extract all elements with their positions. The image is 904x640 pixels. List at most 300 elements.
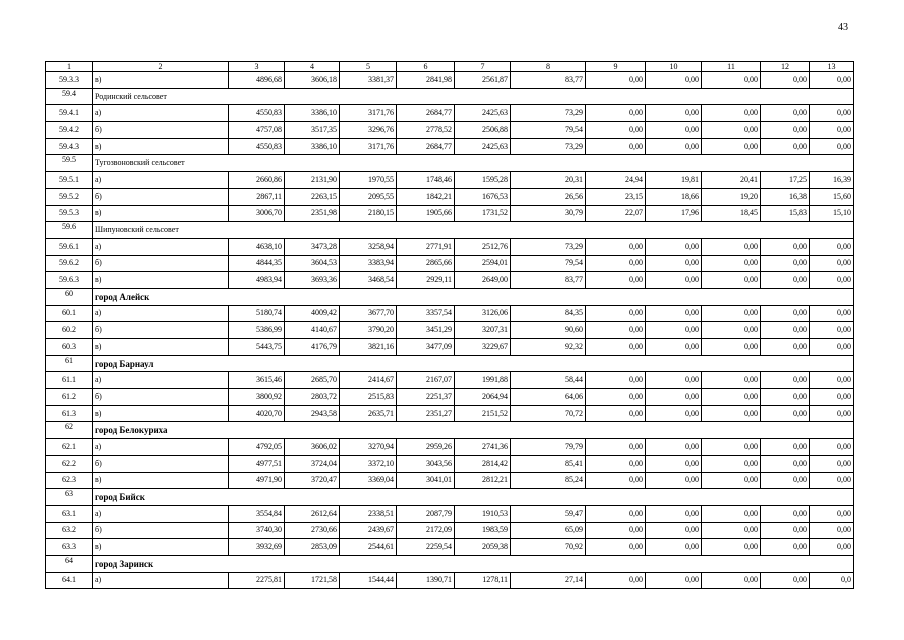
value-cell: 0,00 — [702, 138, 761, 155]
value-cell: 2439,67 — [340, 522, 397, 539]
row-code: 60 — [46, 288, 93, 305]
value-cell: 3171,76 — [340, 138, 397, 155]
value-cell: 0,00 — [761, 305, 810, 322]
row-label: а) — [93, 372, 229, 389]
value-cell: 4844,35 — [229, 255, 285, 272]
value-cell: 0,00 — [810, 522, 854, 539]
section-row — [46, 422, 854, 439]
value-cell: 2865,66 — [397, 255, 455, 272]
value-cell: 0,00 — [646, 105, 702, 122]
value-cell: 3126,06 — [455, 305, 511, 322]
value-cell: 1390,71 — [397, 572, 455, 589]
table-row — [46, 572, 854, 589]
value-cell: 22,07 — [586, 205, 646, 222]
value-cell: 0,0 — [810, 572, 854, 589]
row-code: 59.5 — [46, 155, 93, 172]
value-cell: 64,06 — [511, 389, 586, 406]
value-cell: 3381,37 — [340, 72, 397, 89]
value-cell: 2351,27 — [397, 405, 455, 422]
value-cell: 58,44 — [511, 372, 586, 389]
value-cell: 0,00 — [646, 138, 702, 155]
value-cell: 0,00 — [646, 322, 702, 339]
value-cell: 0,00 — [586, 405, 646, 422]
value-cell: 2771,91 — [397, 238, 455, 255]
value-cell: 3171,76 — [340, 105, 397, 122]
value-cell: 3693,36 — [285, 272, 340, 289]
value-cell: 0,00 — [646, 72, 702, 89]
row-code: 60.3 — [46, 339, 93, 356]
value-cell: 1278,11 — [455, 572, 511, 589]
column-number: 1 — [46, 62, 93, 72]
value-cell: 2741,36 — [455, 439, 511, 456]
value-cell: 4020,70 — [229, 405, 285, 422]
section-row — [46, 489, 854, 506]
row-code: 59.6 — [46, 222, 93, 239]
value-cell: 2351,98 — [285, 205, 340, 222]
value-cell: 2131,90 — [285, 172, 340, 189]
column-number: 9 — [586, 62, 646, 72]
row-code: 61.3 — [46, 405, 93, 422]
value-cell: 3207,31 — [455, 322, 511, 339]
value-cell: 16,39 — [810, 172, 854, 189]
value-cell: 2425,63 — [455, 138, 511, 155]
value-cell: 2251,37 — [397, 389, 455, 406]
value-cell: 79,54 — [511, 122, 586, 139]
row-code: 60.2 — [46, 322, 93, 339]
column-number-row — [46, 62, 854, 72]
value-cell: 0,00 — [586, 572, 646, 589]
value-cell: 4757,08 — [229, 122, 285, 139]
value-cell: 0,00 — [761, 572, 810, 589]
value-cell: 0,00 — [702, 105, 761, 122]
value-cell: 0,00 — [810, 138, 854, 155]
row-code: 60.1 — [46, 305, 93, 322]
value-cell: 0,00 — [702, 405, 761, 422]
value-cell: 0,00 — [761, 439, 810, 456]
value-cell: 1983,59 — [455, 522, 511, 539]
row-code: 64.1 — [46, 572, 93, 589]
value-cell: 0,00 — [646, 372, 702, 389]
value-cell: 3041,01 — [397, 472, 455, 489]
value-cell: 0,00 — [761, 255, 810, 272]
value-cell: 3468,54 — [340, 272, 397, 289]
value-cell: 0,00 — [586, 105, 646, 122]
value-cell: 0,00 — [646, 339, 702, 356]
value-cell: 0,00 — [586, 272, 646, 289]
value-cell: 3821,16 — [340, 339, 397, 356]
row-label: б) — [93, 255, 229, 272]
value-cell: 15,83 — [761, 205, 810, 222]
value-cell: 1731,52 — [455, 205, 511, 222]
value-cell: 2506,88 — [455, 122, 511, 139]
value-cell: 0,00 — [702, 472, 761, 489]
table-row — [46, 472, 854, 489]
table-row — [46, 105, 854, 122]
value-cell: 0,00 — [810, 439, 854, 456]
row-code: 59.6.3 — [46, 272, 93, 289]
row-code: 62 — [46, 422, 93, 439]
table-row — [46, 138, 854, 155]
value-cell: 2959,26 — [397, 439, 455, 456]
value-cell: 0,00 — [586, 472, 646, 489]
value-cell: 17,96 — [646, 205, 702, 222]
value-cell: 3517,35 — [285, 122, 340, 139]
value-cell: 3790,20 — [340, 322, 397, 339]
value-cell: 2684,77 — [397, 138, 455, 155]
table-row — [46, 305, 854, 322]
value-cell: 18,45 — [702, 205, 761, 222]
value-cell: 0,00 — [646, 439, 702, 456]
value-cell: 0,00 — [810, 455, 854, 472]
table-row — [46, 188, 854, 205]
value-cell: 3554,84 — [229, 505, 285, 522]
row-label: в) — [93, 138, 229, 155]
value-cell: 0,00 — [810, 405, 854, 422]
value-cell: 0,00 — [810, 505, 854, 522]
section-row — [46, 155, 854, 172]
table-row — [46, 405, 854, 422]
value-cell: 3357,54 — [397, 305, 455, 322]
value-cell: 2853,09 — [285, 539, 340, 556]
value-cell: 2414,67 — [340, 372, 397, 389]
value-cell: 3006,70 — [229, 205, 285, 222]
column-number: 8 — [511, 62, 586, 72]
value-cell: 0,00 — [761, 522, 810, 539]
value-cell: 0,00 — [586, 322, 646, 339]
row-code: 59.4.3 — [46, 138, 93, 155]
value-cell: 3606,02 — [285, 439, 340, 456]
value-cell: 2841,98 — [397, 72, 455, 89]
column-number: 12 — [761, 62, 810, 72]
value-cell: 24,94 — [586, 172, 646, 189]
section-name: город Барнаул — [93, 355, 854, 372]
value-cell: 0,00 — [761, 539, 810, 556]
value-cell: 4550,83 — [229, 105, 285, 122]
value-cell: 0,00 — [586, 455, 646, 472]
value-cell: 73,29 — [511, 138, 586, 155]
value-cell: 0,00 — [586, 522, 646, 539]
column-number: 4 — [285, 62, 340, 72]
value-cell: 4550,83 — [229, 138, 285, 155]
table-row — [46, 255, 854, 272]
value-cell: 2685,70 — [285, 372, 340, 389]
value-cell: 0,00 — [810, 472, 854, 489]
value-cell: 0,00 — [761, 389, 810, 406]
value-cell: 85,41 — [511, 455, 586, 472]
value-cell: 1748,46 — [397, 172, 455, 189]
section-row — [46, 288, 854, 305]
value-cell: 0,00 — [761, 105, 810, 122]
value-cell: 2515,83 — [340, 389, 397, 406]
value-cell: 79,79 — [511, 439, 586, 456]
value-cell: 3724,04 — [285, 455, 340, 472]
value-cell: 3720,47 — [285, 472, 340, 489]
value-cell: 2167,07 — [397, 372, 455, 389]
value-cell: 1905,66 — [397, 205, 455, 222]
value-cell: 85,24 — [511, 472, 586, 489]
value-cell: 0,00 — [586, 255, 646, 272]
value-cell: 0,00 — [761, 405, 810, 422]
value-cell: 0,00 — [810, 372, 854, 389]
value-cell: 0,00 — [586, 305, 646, 322]
row-code: 62.1 — [46, 439, 93, 456]
value-cell: 2812,21 — [455, 472, 511, 489]
value-cell: 19,20 — [702, 188, 761, 205]
value-cell: 0,00 — [646, 572, 702, 589]
row-label: в) — [93, 539, 229, 556]
value-cell: 4983,94 — [229, 272, 285, 289]
table-row — [46, 539, 854, 556]
value-cell: 0,00 — [810, 255, 854, 272]
row-code: 62.3 — [46, 472, 93, 489]
row-code: 61.2 — [46, 389, 93, 406]
value-cell: 4638,10 — [229, 238, 285, 255]
column-number: 5 — [340, 62, 397, 72]
value-cell: 0,00 — [810, 389, 854, 406]
row-label: в) — [93, 405, 229, 422]
value-cell: 2594,01 — [455, 255, 511, 272]
value-cell: 16,38 — [761, 188, 810, 205]
value-cell: 4176,79 — [285, 339, 340, 356]
value-cell: 0,00 — [586, 439, 646, 456]
value-cell: 2561,87 — [455, 72, 511, 89]
row-code: 59.6.1 — [46, 238, 93, 255]
value-cell: 0,00 — [810, 322, 854, 339]
row-code: 59.4.1 — [46, 105, 93, 122]
row-label: в) — [93, 272, 229, 289]
value-cell: 1544,44 — [340, 572, 397, 589]
row-code: 62.2 — [46, 455, 93, 472]
value-cell: 2867,11 — [229, 188, 285, 205]
value-cell: 5386,99 — [229, 322, 285, 339]
value-cell: 0,00 — [646, 505, 702, 522]
value-cell: 20,31 — [511, 172, 586, 189]
value-cell: 0,00 — [646, 455, 702, 472]
column-number: 6 — [397, 62, 455, 72]
table-row — [46, 122, 854, 139]
value-cell: 0,00 — [702, 522, 761, 539]
value-cell: 0,00 — [702, 455, 761, 472]
row-label: а) — [93, 305, 229, 322]
value-cell: 0,00 — [646, 539, 702, 556]
table-row — [46, 272, 854, 289]
value-cell: 2730,66 — [285, 522, 340, 539]
value-cell: 0,00 — [702, 305, 761, 322]
section-name: город Бийск — [93, 489, 854, 506]
value-cell: 0,00 — [702, 72, 761, 89]
value-cell: 2544,61 — [340, 539, 397, 556]
column-number: 3 — [229, 62, 285, 72]
value-cell: 18,66 — [646, 188, 702, 205]
value-cell: 0,00 — [761, 72, 810, 89]
value-cell: 4971,90 — [229, 472, 285, 489]
value-cell: 2635,71 — [340, 405, 397, 422]
column-number: 7 — [455, 62, 511, 72]
value-cell: 2172,09 — [397, 522, 455, 539]
value-cell: 2338,51 — [340, 505, 397, 522]
table-row — [46, 372, 854, 389]
value-cell: 3386,10 — [285, 138, 340, 155]
tariff-table — [45, 61, 854, 589]
section-name: город Заринск — [93, 555, 854, 572]
table-row — [46, 339, 854, 356]
value-cell: 3386,10 — [285, 105, 340, 122]
value-cell: 1910,53 — [455, 505, 511, 522]
value-cell: 0,00 — [646, 238, 702, 255]
row-code: 64 — [46, 555, 93, 572]
value-cell: 0,00 — [702, 339, 761, 356]
row-code: 59.5.3 — [46, 205, 93, 222]
value-cell: 0,00 — [702, 272, 761, 289]
value-cell: 5180,74 — [229, 305, 285, 322]
row-label: а) — [93, 439, 229, 456]
value-cell: 0,00 — [810, 539, 854, 556]
value-cell: 0,00 — [761, 339, 810, 356]
value-cell: 0,00 — [761, 455, 810, 472]
row-code: 59.4.2 — [46, 122, 93, 139]
row-code: 63 — [46, 489, 93, 506]
section-name: город Белокуриха — [93, 422, 854, 439]
column-number: 11 — [702, 62, 761, 72]
value-cell: 0,00 — [586, 389, 646, 406]
row-code: 59.3.3 — [46, 72, 93, 89]
row-code: 63.3 — [46, 539, 93, 556]
value-cell: 0,00 — [810, 105, 854, 122]
row-label: б) — [93, 389, 229, 406]
value-cell: 2512,76 — [455, 238, 511, 255]
row-label: б) — [93, 455, 229, 472]
table-row — [46, 205, 854, 222]
value-cell: 0,00 — [702, 389, 761, 406]
section-name: Родинский сельсовет — [93, 88, 854, 105]
value-cell: 2929,11 — [397, 272, 455, 289]
value-cell: 0,00 — [586, 138, 646, 155]
value-cell: 90,60 — [511, 322, 586, 339]
value-cell: 26,56 — [511, 188, 586, 205]
value-cell: 0,00 — [586, 72, 646, 89]
row-label: в) — [93, 72, 229, 89]
value-cell: 27,14 — [511, 572, 586, 589]
value-cell: 83,77 — [511, 72, 586, 89]
value-cell: 4009,42 — [285, 305, 340, 322]
value-cell: 65,09 — [511, 522, 586, 539]
row-code: 63.1 — [46, 505, 93, 522]
page-number: 43 — [838, 22, 848, 33]
value-cell: 84,35 — [511, 305, 586, 322]
value-cell: 0,00 — [702, 372, 761, 389]
value-cell: 83,77 — [511, 272, 586, 289]
value-cell: 1595,28 — [455, 172, 511, 189]
value-cell: 3677,70 — [340, 305, 397, 322]
value-cell: 19,81 — [646, 172, 702, 189]
value-cell: 2095,55 — [340, 188, 397, 205]
value-cell: 73,29 — [511, 105, 586, 122]
value-cell: 0,00 — [761, 472, 810, 489]
row-label: а) — [93, 172, 229, 189]
value-cell: 3229,67 — [455, 339, 511, 356]
value-cell: 2814,42 — [455, 455, 511, 472]
value-cell: 1842,21 — [397, 188, 455, 205]
column-number: 13 — [810, 62, 854, 72]
section-row — [46, 88, 854, 105]
value-cell: 70,92 — [511, 539, 586, 556]
value-cell: 0,00 — [702, 505, 761, 522]
value-cell: 23,15 — [586, 188, 646, 205]
value-cell: 2803,72 — [285, 389, 340, 406]
value-cell: 0,00 — [761, 322, 810, 339]
value-cell: 3258,94 — [340, 238, 397, 255]
row-code: 61.1 — [46, 372, 93, 389]
table-row — [46, 172, 854, 189]
value-cell: 0,00 — [702, 322, 761, 339]
section-row — [46, 222, 854, 239]
value-cell: 0,00 — [586, 238, 646, 255]
value-cell: 0,00 — [646, 405, 702, 422]
value-cell: 0,00 — [761, 138, 810, 155]
value-cell: 2660,86 — [229, 172, 285, 189]
value-cell: 1991,88 — [455, 372, 511, 389]
value-cell: 92,32 — [511, 339, 586, 356]
value-cell: 2649,00 — [455, 272, 511, 289]
table-row — [46, 72, 854, 89]
value-cell: 0,00 — [761, 372, 810, 389]
section-name: Шипуновский сельсовет — [93, 222, 854, 239]
value-cell: 2275,81 — [229, 572, 285, 589]
value-cell: 2180,15 — [340, 205, 397, 222]
value-cell: 0,00 — [702, 122, 761, 139]
value-cell: 0,00 — [761, 122, 810, 139]
section-row — [46, 355, 854, 372]
value-cell: 0,00 — [586, 372, 646, 389]
value-cell: 2151,52 — [455, 405, 511, 422]
value-cell: 0,00 — [810, 339, 854, 356]
value-cell: 0,00 — [702, 238, 761, 255]
row-label: в) — [93, 339, 229, 356]
value-cell: 2259,54 — [397, 539, 455, 556]
value-cell: 0,00 — [761, 238, 810, 255]
value-cell: 3043,56 — [397, 455, 455, 472]
table-row — [46, 505, 854, 522]
value-cell: 0,00 — [810, 238, 854, 255]
value-cell: 2943,58 — [285, 405, 340, 422]
table-body — [46, 62, 854, 589]
row-code: 59.5.1 — [46, 172, 93, 189]
value-cell: 3740,30 — [229, 522, 285, 539]
value-cell: 1676,53 — [455, 188, 511, 205]
row-label: в) — [93, 205, 229, 222]
value-cell: 0,00 — [646, 272, 702, 289]
value-cell: 0,00 — [810, 72, 854, 89]
value-cell: 0,00 — [761, 505, 810, 522]
value-cell: 4140,67 — [285, 322, 340, 339]
table-row — [46, 389, 854, 406]
value-cell: 0,00 — [810, 305, 854, 322]
row-code: 59.5.2 — [46, 188, 93, 205]
table-row — [46, 455, 854, 472]
value-cell: 2263,15 — [285, 188, 340, 205]
row-label: б) — [93, 122, 229, 139]
value-cell: 0,00 — [586, 122, 646, 139]
value-cell: 3383,94 — [340, 255, 397, 272]
value-cell: 2778,52 — [397, 122, 455, 139]
value-cell: 0,00 — [646, 122, 702, 139]
value-cell: 0,00 — [702, 439, 761, 456]
value-cell: 4792,05 — [229, 439, 285, 456]
value-cell: 2064,94 — [455, 389, 511, 406]
value-cell: 2612,64 — [285, 505, 340, 522]
value-cell: 4977,51 — [229, 455, 285, 472]
value-cell: 0,00 — [702, 255, 761, 272]
